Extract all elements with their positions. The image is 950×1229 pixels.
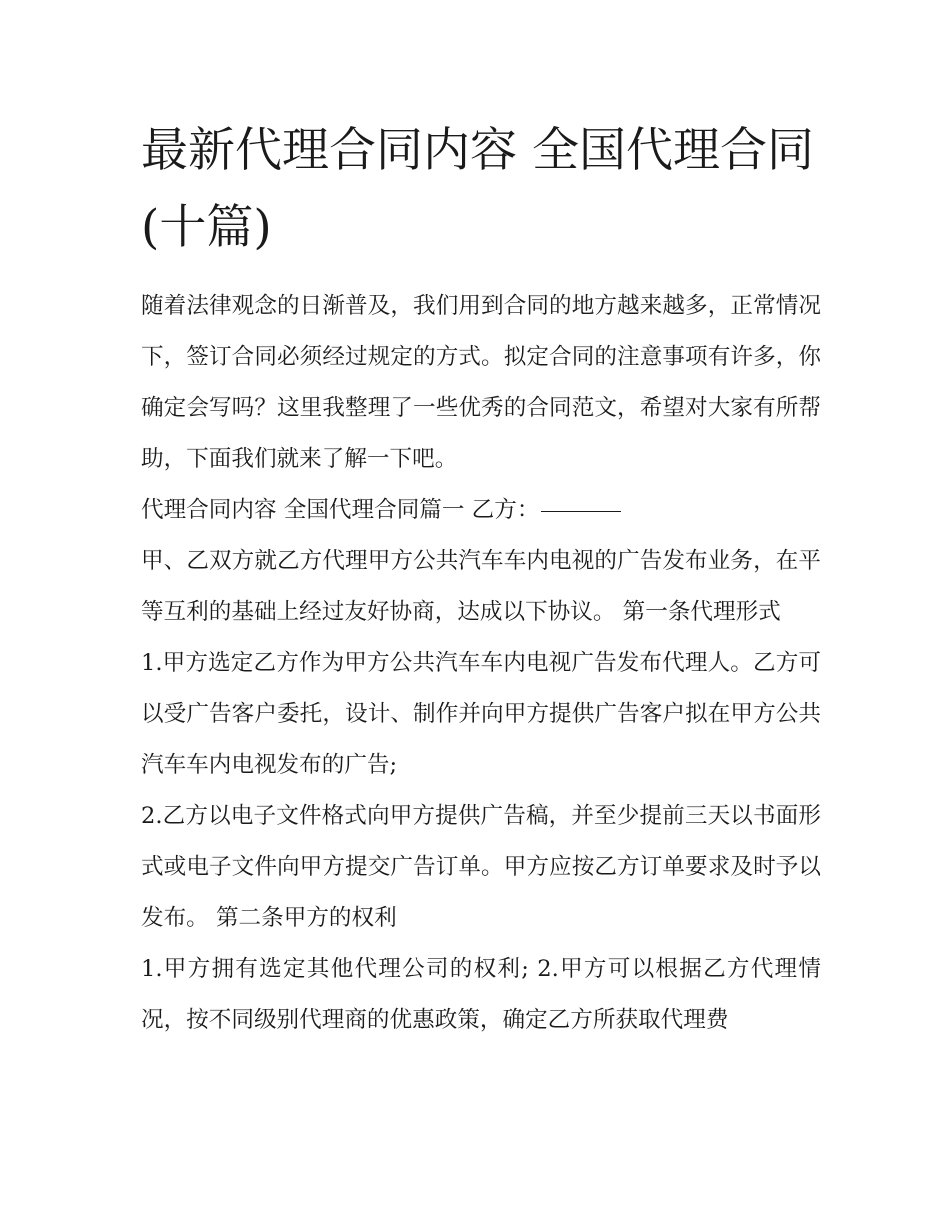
document-title: 最新代理合同内容 全国代理合同(十篇) xyxy=(141,123,814,255)
intro-paragraph: 随着法律观念的日渐普及，我们用到合同的地方越来越多，正常情况下，签订合同必须经过规定的方式。拟定合同的注意事项有许多，你确定会写吗？这里我整理了一些优秀的合同范文，希望对大家有所帮助，下面我们就来了解一下吧。 xyxy=(141,293,821,472)
paragraph-3: 2.乙方以电子文件格式向甲方提供广告稿，并至少提前三天以书面形式或电子文件向甲方提交广告订单。甲方应按乙方订单要求及时予以发布。 第二条甲方的权利 xyxy=(141,803,821,931)
paragraph-4: 1.甲方拥有选定其他代理公司的权利; 2.甲方可以根据乙方代理情况，按不同级别代理商的优惠政策，确定乙方所获取代理费 xyxy=(141,956,821,1033)
blank-line xyxy=(541,510,621,512)
paragraph-2: 1.甲方选定乙方作为甲方公共汽车车内电视广告发布代理人。乙方可以受广告客户委托，设计、制作并向甲方提供广告客户拟在甲方公共汽车车内电视发布的广告; xyxy=(141,650,821,778)
section-heading xyxy=(141,485,821,536)
document-body xyxy=(141,112,821,1046)
section-heading-text: 代理合同内容 全国代理合同篇一 乙方： xyxy=(141,497,540,523)
paragraph-1: 甲、乙双方就乙方代理甲方公共汽车车内电视的广告发布业务，在平等互利的基础上经过友好协商，达成以下协议。 第一条代理形式 xyxy=(141,548,821,625)
